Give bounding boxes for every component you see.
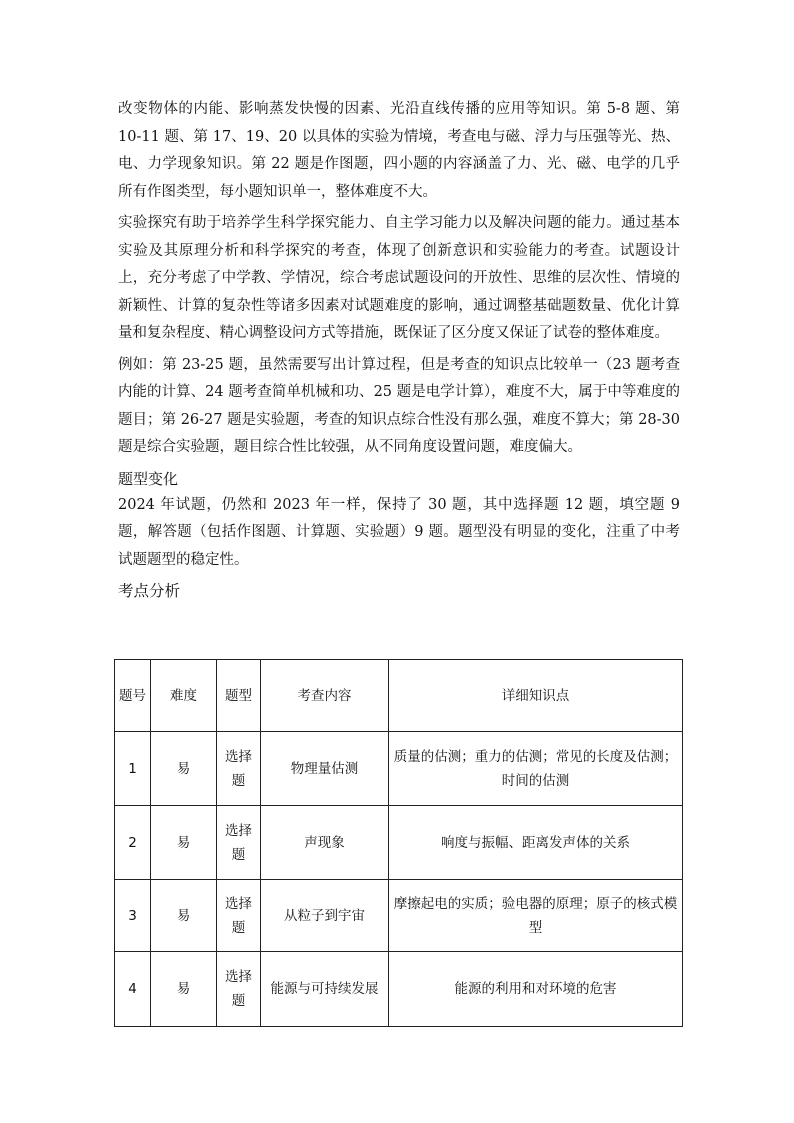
cell-question-number: 1 — [115, 732, 151, 806]
cell-question-number: 3 — [115, 880, 151, 952]
table-row — [115, 732, 683, 806]
cell-question-type: 选择题 — [217, 732, 261, 806]
paragraph-question-types: 2024 年试题，仍然和 2023 年一样，保持了 30 题，其中选择题 12 题，填空题 9 题，解答题（包括作图题、计算题、实验题）9 题。题型没有明显的变化，注重了中考试题题型的稳定性。 — [118, 496, 680, 568]
header-question-type: 题型 — [217, 660, 261, 732]
table-row — [115, 806, 683, 880]
cell-question-number: 2 — [115, 806, 151, 880]
cell-knowledge-details: 摩擦起电的实质；验电器的原理；原子的核式模型 — [389, 880, 683, 952]
cell-question-type: 选择题 — [217, 806, 261, 880]
cell-exam-content: 声现象 — [261, 806, 389, 880]
header-exam-content: 考查内容 — [261, 660, 389, 732]
cell-question-type: 选择题 — [217, 952, 261, 1027]
cell-exam-content: 能源与可持续发展 — [261, 952, 389, 1027]
cell-question-number: 4 — [115, 952, 151, 1027]
paragraph-example: 例如：第 23-25 题，虽然需要写出计算过程，但是考查的知识点比较单一（23 题考查内能的计算、24 题考查简单机械和功、25 题是电学计算），难度不大，属于中等难度的题目；第 26-27 题是实验题，考查的知识点综合性没有那么强，难度不算大；第 28-30 题是综合实验题，题目综合性比较强，从不同角度设置问题，难度偏大。 — [118, 356, 680, 455]
paragraph-experiment-inquiry: 实验探究有助于培养学生科学探究能力、自主学习能力以及解决问题的能力。通过基本实验及其原理分析和科学探究的考查，体现了创新意识和实验能力的考查。试题设计上，充分考虑了中学教、学情况，综合考虑试题设问的开放性、思维的层次性、情境的新颖性、计算的复杂性等诸多因素对试题难度的影响，通过调整基础题数量、优化计算量和复杂程度、精心调整设问方式等措施，既保证了区分度又保证了试卷的整体难度。 — [118, 215, 680, 341]
text-body — [118, 96, 680, 604]
exam-point-table — [114, 659, 683, 1027]
cell-knowledge-details: 质量的估测；重力的估测；常见的长度及估测；时间的估测 — [389, 732, 683, 806]
header-question-number: 题号 — [115, 660, 151, 732]
section-heading-question-type-change: 题型变化 — [118, 469, 179, 488]
cell-difficulty: 易 — [151, 806, 217, 880]
cell-question-type: 选择题 — [217, 880, 261, 952]
cell-knowledge-details: 能源的利用和对环境的危害 — [389, 952, 683, 1027]
table-row — [115, 952, 683, 1027]
cell-exam-content: 从粒子到宇宙 — [261, 880, 389, 952]
cell-knowledge-details: 响度与振幅、距离发声体的关系 — [389, 806, 683, 880]
header-knowledge-details: 详细知识点 — [389, 660, 683, 732]
table-row — [115, 880, 683, 952]
cell-difficulty: 易 — [151, 952, 217, 1027]
table-title: 考点分析 — [118, 582, 181, 600]
header-difficulty: 难度 — [151, 660, 217, 732]
paragraph-knowledge-coverage: 改变物体的内能、影响蒸发快慢的因素、光沿直线传播的应用等知识。第 5-8 题、第 10-11 题、第 17、19、20 以具体的实验为情境，考查电与磁、浮力与压强等光、热、电、力学现象知识。第 22 题是作图题，四小题的内容涵盖了力、光、磁、电学的几乎所有作图类型，每小题知识单一，整体难度不大。 — [118, 101, 680, 200]
cell-difficulty: 易 — [151, 880, 217, 952]
cell-difficulty: 易 — [151, 732, 217, 806]
table-header-row — [115, 660, 683, 732]
cell-exam-content: 物理量估测 — [261, 732, 389, 806]
